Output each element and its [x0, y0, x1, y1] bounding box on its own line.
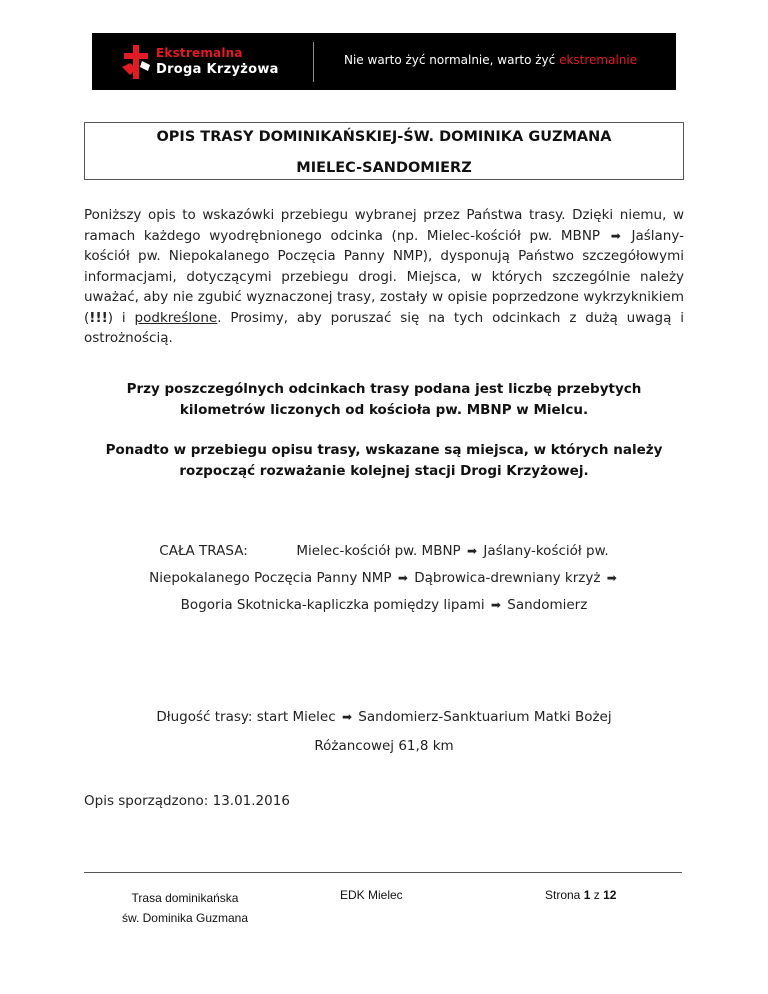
page-sep: z — [590, 888, 604, 902]
cross-logo-icon — [122, 45, 152, 79]
logo — [122, 43, 292, 81]
route-length-line-2: Różancowej 61,8 km — [314, 738, 454, 754]
route-stop-jaslany: Jaślany-kościół pw. — [483, 543, 609, 559]
page-number — [545, 888, 616, 902]
right-arrow-icon: ➡ — [606, 571, 617, 585]
route-stop-bogoria: Bogoria Skotnicka-kapliczka pomiędzy lipami — [180, 597, 485, 613]
route-stop-mielec: Mielec-kościół pw. MBNP — [296, 543, 461, 559]
km-note: Przy poszczególnych odcinkach trasy podana jest liczbę przebytych kilometrów liczonych od kościoła pw. MBNP w Mielcu. — [126, 381, 642, 418]
footer-divider — [84, 872, 682, 873]
right-arrow-icon: ➡ — [397, 571, 408, 585]
header-banner — [92, 33, 676, 90]
intro-exclaim: !!! — [89, 309, 108, 326]
stations-note: Ponadto w przebiegu opisu trasy, wskazane są miejsca, w których należy rozpocząć rozważanie kolejnej stacji Drogi Krzyżowej. — [105, 442, 663, 479]
route-line-2 — [84, 570, 684, 586]
right-arrow-icon: ➡ — [341, 710, 352, 724]
length-prefix: Długość trasy: start Mielec — [156, 709, 336, 725]
footer-route-name-1: Trasa dominikańska — [131, 891, 239, 905]
intro-text-2: Jaślany-kościół pw. Niepokalanego Poczęcia Panny NMP), dysponują Państwo szczegółowymi informacjami, dotyczącymi przebiegu drogi. Miejsca, w których szczególnie należy uważać, aby nie zgubić wyznaczonej trasy, zostały w opisie poprzedzone wykrzyknikiem ( — [84, 227, 684, 326]
route-length-line-1 — [84, 709, 684, 725]
length-destination: Sandomierz-Sanktuarium Matki Bożej — [358, 709, 612, 725]
intro-underlined: podkreślone — [134, 309, 218, 326]
right-arrow-icon: ➡ — [467, 544, 478, 558]
page-total: 12 — [603, 888, 617, 902]
document-title: OPIS TRASY DOMINIKAŃSKIEJ-ŚW. DOMINIKA GUZMANA — [156, 129, 612, 145]
intro-text-1: Poniższy opis to wskazówki przebiegu wybranej przez Państwa trasy. Dzięki niemu, w ramach każdego wyodrębnionego odcinka (np. Mielec-kościół pw. MBNP — [84, 207, 684, 244]
route-line-3 — [84, 597, 684, 613]
route-stop-sandomierz: Sandomierz — [507, 597, 588, 613]
logo-title-line1: Ekstremalna — [156, 46, 243, 60]
tagline-accent: ekstremalnie — [559, 53, 638, 67]
intro-text-4: . Prosimy, aby poruszać się na tych odcinkach z dużą uwagą i ostrożnością. — [84, 309, 684, 346]
page-prefix: Strona — [545, 888, 584, 902]
right-arrow-icon: ➡ — [490, 598, 501, 612]
logo-title-line2: Droga Krzyżowa — [156, 62, 279, 77]
route-label: CAŁA TRASA: — [159, 543, 248, 559]
route-stop-jaslany-cont: Niepokalanego Poczęcia Panny NMP — [149, 570, 392, 586]
banner-divider — [313, 42, 314, 82]
title-box — [84, 122, 684, 180]
intro-paragraph — [84, 205, 684, 349]
footer-route-name-2: św. Dominika Guzmana — [121, 911, 249, 925]
right-arrow-icon: ➡ — [610, 228, 621, 243]
route-line-1 — [84, 543, 684, 559]
date-prepared: Opis sporządzono: 13.01.2016 — [84, 793, 290, 809]
intro-text-3: ) i — [107, 309, 135, 326]
footer-center: EDK Mielec — [340, 888, 403, 902]
tagline — [344, 53, 637, 67]
route-stop-dabrowica: Dąbrowica-drewniany krzyż — [414, 570, 601, 586]
document-subtitle: MIELEC-SANDOMIERZ — [296, 160, 472, 176]
tagline-text: Nie warto żyć normalnie, warto żyć — [344, 53, 560, 67]
page-current: 1 — [583, 888, 591, 902]
footer-left — [110, 888, 260, 928]
